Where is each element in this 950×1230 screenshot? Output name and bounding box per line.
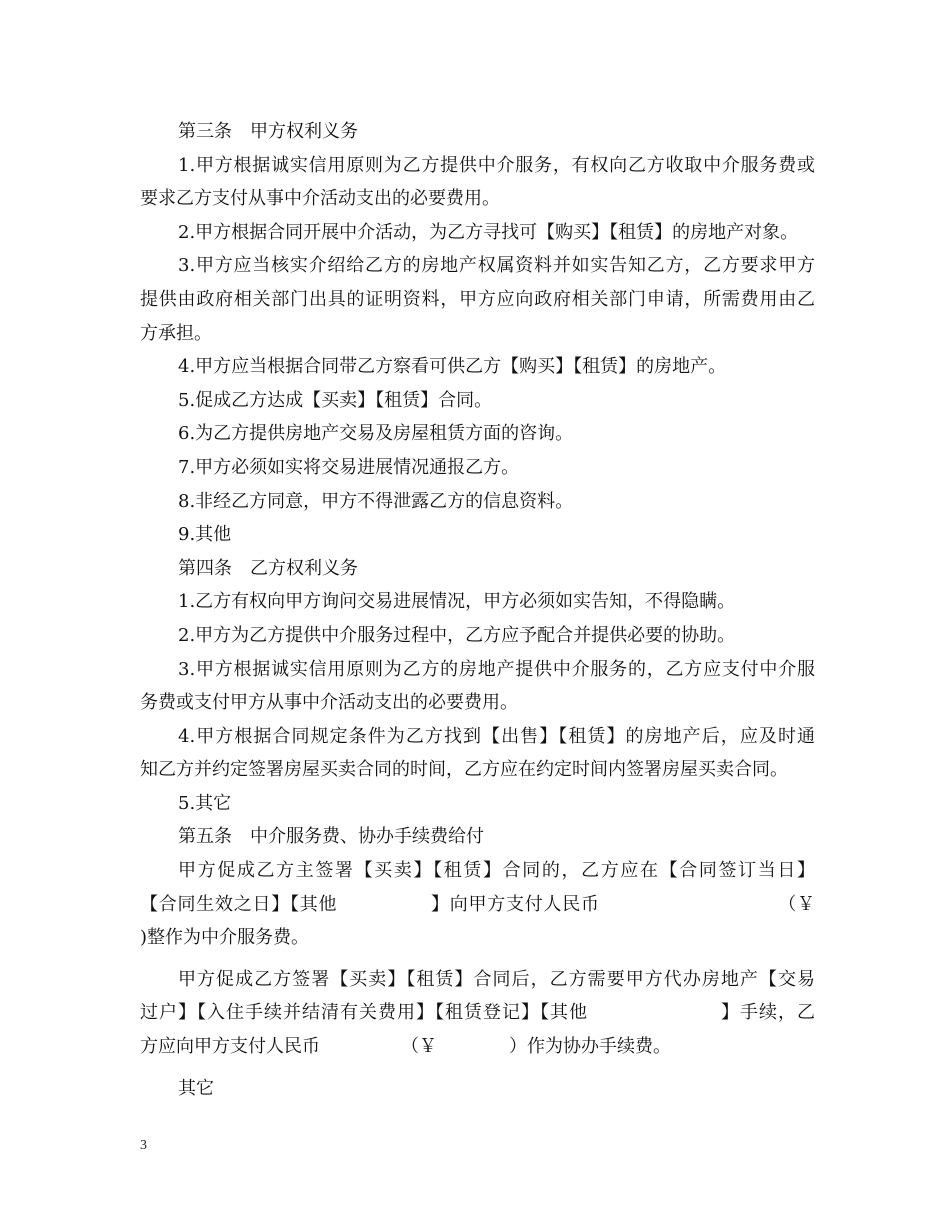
article-3-heading: 第三条 甲方权利义务: [178, 121, 358, 142]
paragraph-gap: [140, 1064, 815, 1072]
paragraph-line: 4.甲方根据合同规定条件为乙方找到【出售】【租赁】的房地产后，应及时通: [178, 725, 815, 747]
paragraph-line: 提供由政府相关部门出具的证明资料，甲方应向政府相关部门申请，所需费用由乙: [140, 288, 815, 310]
document-body: [140, 115, 815, 1105]
paragraph-line: 4.甲方应当根据合同带乙方察看可供乙方【购买】【租赁】的房地产。: [178, 356, 727, 378]
paragraph-line: 6.为乙方提供房地产交易及房屋租赁方面的咨询。: [178, 423, 574, 445]
page-number: 3: [140, 1138, 147, 1153]
paragraph-line: 甲方促成乙方主签署【买卖】【租赁】合同的，乙方应在【合同签订当日】: [178, 860, 815, 882]
paragraph-line: 甲方促成乙方签署【买卖】【租赁】合同后，乙方需要甲方代办房地产【交易: [178, 968, 815, 990]
paragraph-gap: [140, 955, 815, 963]
paragraph-line: 方承担。: [140, 322, 212, 344]
paragraph-line: 方应向甲方支付人民币 （￥ ）作为协办手续费。: [140, 1036, 671, 1058]
paragraph-line: 其它: [178, 1077, 214, 1099]
paragraph-line: 5.促成乙方达成【买卖】【租赁】合同。: [178, 389, 493, 411]
paragraph-line: 3.甲方根据诚实信用原则为乙方的房地产提供中介服务的，乙方应支付中介服: [178, 658, 815, 680]
paragraph-line: 【合同生效之日】【其他 】向甲方支付人民币 （￥: [140, 893, 815, 915]
paragraph-line: 过户】【入住手续并结清有关费用】【租赁登记】【其他 】手续，乙: [140, 1002, 815, 1024]
paragraph-line: )整作为中介服务费。: [140, 927, 310, 949]
paragraph-line: 9.其他: [178, 524, 232, 546]
paragraph-line: 务费或支付甲方从事中介活动支出的必要费用。: [140, 692, 518, 714]
paragraph-line: 2.甲方根据合同开展中介活动，为乙方寻找可【购买】【租赁】的房地产对象。: [178, 221, 799, 243]
paragraph-line: 7.甲方必须如实将交易进展情况通报乙方。: [178, 456, 520, 478]
article-4-heading: 第四条 乙方权利义务: [178, 557, 358, 579]
paragraph-line: 8.非经乙方同意，甲方不得泄露乙方的信息资料。: [178, 490, 574, 512]
paragraph-line: 1.乙方有权向甲方询问交易进展情况，甲方必须如实告知，不得隐瞒。: [178, 591, 736, 613]
paragraph-line: 要求乙方支付从事中介活动支出的必要费用。: [140, 188, 500, 210]
paragraph-line: 5.其它: [178, 792, 232, 814]
paragraph-line: 知乙方并约定签署房屋买卖合同的时间，乙方应在约定时间内签署房屋买卖合同。: [140, 759, 788, 781]
article-5-heading: 第五条 中介服务费、协办手续费给付: [178, 826, 484, 848]
paragraph-line: 2.甲方为乙方提供中介服务过程中，乙方应予配合并提供必要的协助。: [178, 624, 736, 646]
paragraph-line: 1.甲方根据诚实信用原则为乙方提供中介服务，有权向乙方收取中介服务费或: [178, 154, 815, 176]
paragraph-line: 3.甲方应当核实介绍给乙方的房地产权属资料并如实告知乙方，乙方要求甲方: [178, 255, 815, 277]
